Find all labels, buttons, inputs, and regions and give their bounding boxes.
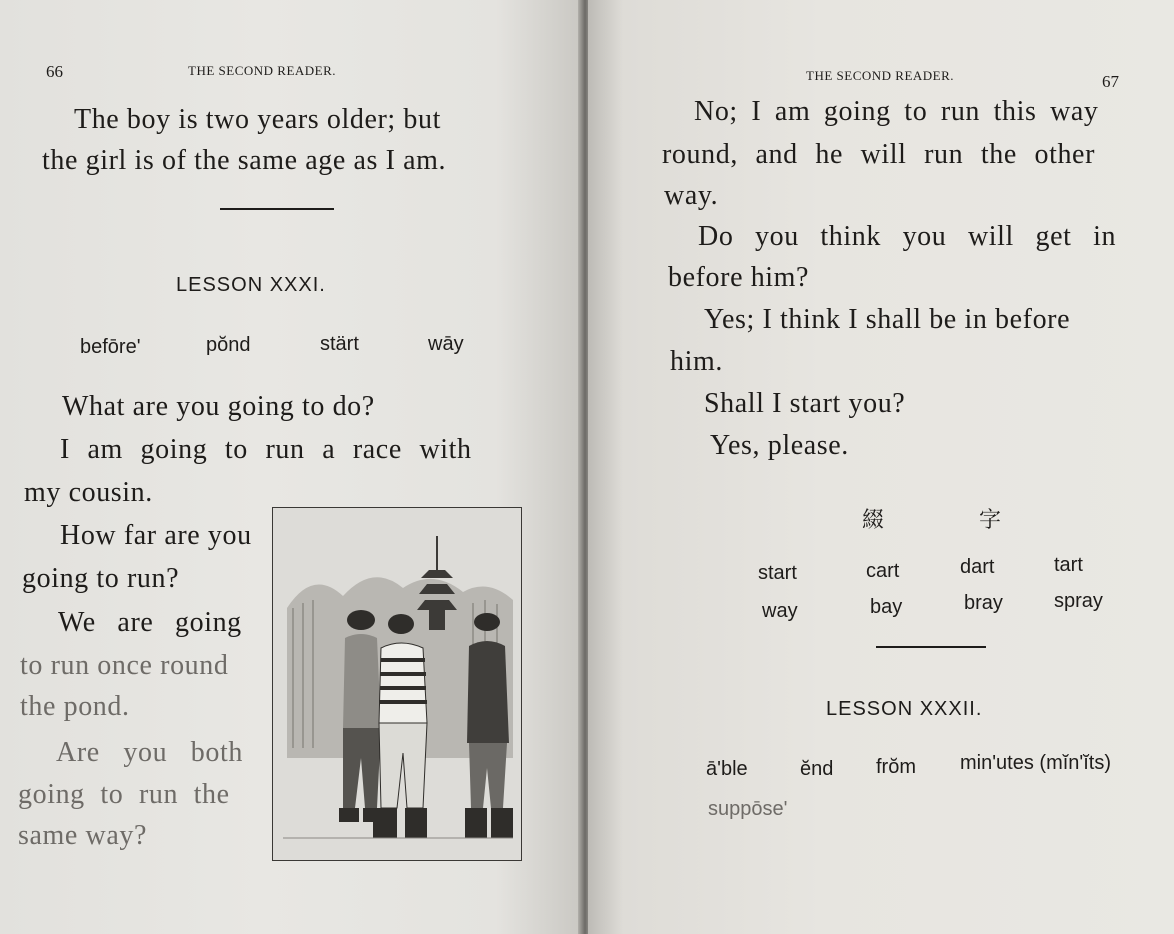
spelling-word-dart: dart bbox=[960, 556, 995, 578]
right-line-9: Yes, please. bbox=[710, 430, 849, 461]
right-line-4: Do you think you will get in bbox=[698, 221, 1117, 252]
vocab-word-1: befōre' bbox=[80, 336, 141, 358]
right-line-2: round, and he will run the other bbox=[662, 139, 1096, 170]
right-line-6: Yes; I think I shall be in before bbox=[704, 304, 1071, 335]
body-line-5: going to run? bbox=[22, 563, 180, 594]
vocab2-word-5: suppōse' bbox=[708, 798, 788, 820]
right-page bbox=[588, 0, 1174, 934]
body-line-2: I am going to run a race with bbox=[60, 434, 472, 465]
body-line-8: the pond. bbox=[20, 691, 130, 722]
right-line-8: Shall I start you? bbox=[704, 388, 906, 419]
spelling-word-cart: cart bbox=[866, 560, 900, 582]
body-line-10: going to run the bbox=[18, 779, 230, 810]
vocab2-word-4: min'utes (mĭn'ĭts) bbox=[960, 752, 1111, 774]
body-line-7: to run once round bbox=[20, 650, 229, 681]
right-line-5: before him? bbox=[668, 262, 810, 293]
right-line-7: him. bbox=[670, 346, 723, 377]
spelling-word-spray: spray bbox=[1054, 590, 1103, 612]
intro-line-1: The boy is two years older; but bbox=[74, 104, 441, 135]
vocab2-word-2: ĕnd bbox=[800, 758, 834, 780]
body-line-6: We are going bbox=[58, 607, 242, 638]
boys-pagoda-illustration bbox=[273, 508, 521, 860]
vocab-word-2: pŏnd bbox=[206, 334, 251, 356]
vocab2-word-3: frŏm bbox=[876, 756, 916, 778]
page-number-right: 67 bbox=[1102, 72, 1119, 91]
vocab-word-3: stärt bbox=[320, 333, 359, 355]
right-line-1: No; I am going to run this way bbox=[694, 96, 1099, 127]
right-line-3: way. bbox=[664, 180, 719, 211]
vocab-word-4: wāy bbox=[428, 333, 464, 355]
body-line-3: my cousin. bbox=[24, 477, 153, 508]
body-line-11: same way? bbox=[18, 820, 148, 851]
section-divider-left bbox=[220, 208, 334, 210]
spelling-word-bray: bray bbox=[964, 592, 1003, 614]
body-line-1: What are you going to do? bbox=[62, 391, 375, 422]
spelling-word-start: start bbox=[758, 562, 797, 584]
illustration-three-boys bbox=[272, 507, 522, 861]
body-line-9: Are you both bbox=[56, 737, 243, 768]
running-head-right: THE SECOND READER. bbox=[806, 68, 955, 83]
body-line-4: How far are you bbox=[60, 520, 252, 551]
vocab2-word-1: ā'ble bbox=[706, 758, 748, 780]
lesson-title-31: LESSON XXXI. bbox=[176, 274, 326, 296]
section-divider-right bbox=[876, 646, 986, 648]
running-head-left: THE SECOND READER. bbox=[188, 63, 337, 78]
spelling-word-bay: bay bbox=[870, 596, 903, 618]
left-page bbox=[0, 0, 584, 934]
page-number-left: 66 bbox=[46, 62, 63, 81]
spelling-word-way: way bbox=[762, 600, 798, 622]
spelling-word-tart: tart bbox=[1054, 554, 1083, 576]
spelling-heading: 綴 字 bbox=[862, 508, 1045, 533]
lesson-title-32: LESSON XXXII. bbox=[826, 698, 983, 720]
intro-line-2: the girl is of the same age as I am. bbox=[42, 145, 447, 176]
